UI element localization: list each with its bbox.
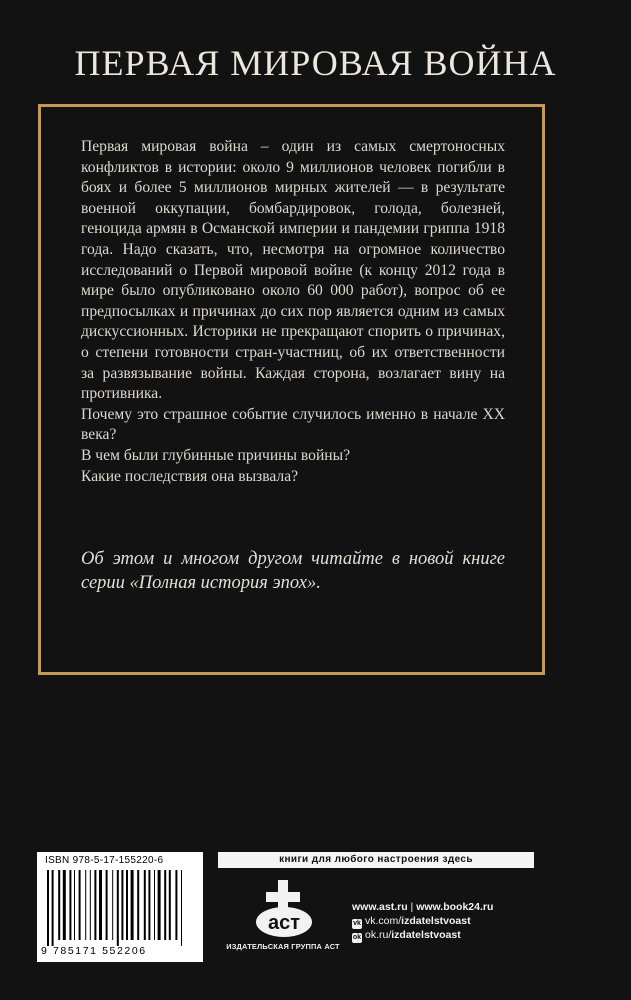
publisher-block — [218, 852, 558, 964]
barcode-bar — [181, 870, 182, 946]
barcode-bar — [131, 870, 134, 940]
barcode-bar — [158, 870, 161, 940]
text-frame — [38, 104, 545, 675]
ok-prefix: ok.ru/ — [365, 929, 392, 941]
isbn-label: ISBN 978-5-17-155220-6 — [45, 855, 164, 866]
barcode-bar — [90, 870, 91, 940]
link-separator: | — [407, 901, 417, 913]
annotation-paragraph: Почему это страшное событие случилось именно в начале XX века? — [81, 405, 505, 444]
vk-row — [352, 914, 493, 928]
barcode-box — [37, 852, 203, 962]
barcode-bar — [121, 870, 123, 940]
barcode-bar — [79, 870, 81, 940]
logo-text: аст — [267, 912, 301, 934]
barcode-bar — [112, 870, 113, 940]
publisher-links — [352, 900, 493, 942]
vk-icon: vk — [353, 920, 361, 927]
barcode-bar — [69, 870, 71, 940]
barcode-bar — [63, 870, 66, 940]
barcode-icon — [47, 870, 193, 946]
barcode-bar — [175, 870, 177, 940]
barcode-bar — [58, 870, 60, 940]
barcode-bar — [117, 870, 119, 946]
barcode-bar — [52, 870, 54, 946]
barcode-bar — [47, 870, 49, 946]
barcode-bar — [148, 870, 150, 940]
publisher-caption: ИЗДАТЕЛЬСКАЯ ГРУППА АСТ — [226, 942, 340, 951]
barcode-bar — [144, 870, 146, 940]
barcode-bar — [94, 870, 96, 940]
vk-link[interactable]: izdatelstvoast — [401, 915, 471, 927]
barcode-bar — [74, 870, 75, 940]
barcode-bar — [126, 870, 128, 940]
ast-logo-icon — [254, 874, 314, 938]
annotation-paragraph: Какие последствия она вызвала? — [81, 467, 299, 485]
website-book24-link[interactable]: www.book24.ru — [416, 901, 494, 913]
slogan-bar: книги для любого настроения здесь — [218, 852, 534, 868]
barcode-bar — [85, 870, 86, 940]
website-ast-link[interactable]: www.ast.ru — [352, 901, 408, 913]
barcode-bar — [137, 870, 139, 940]
barcode-bar — [99, 870, 102, 940]
barcode-bar — [169, 870, 171, 940]
websites-row — [352, 900, 493, 914]
vk-prefix: vk.com/ — [365, 915, 402, 927]
ok-icon: ok — [352, 934, 362, 941]
annotation-paragraph: В чем были глубинные причины войны? — [81, 446, 351, 464]
annotation-paragraph: Первая мировая война – один из самых смертоносных конфликтов в истории: около 9 миллионов человек погибли в боях и более 5 миллионов мирных жителей — в результате военной оккупации, бомбардировок, голода, болезней, геноцида армян в Османской империи и пандемии гриппа 1918 года. Надо сказать, что, несмотря на огромное количество исследований о Первой мировой войне (к концу 2012 года в мире было опубликовано около 60 000 работ), вопрос об ее предпосылках и причинах до сих пор является одним из самых дискуссионных. Историки не прекращают спорить о причинах, о степени готовности стран-участниц, об их ответственности за развязывание войны. Каждая сторона, возлагает вину на противника. — [81, 138, 505, 403]
annotation-text — [81, 137, 505, 487]
cover-title: ПЕРВАЯ МИРОВАЯ ВОЙНА — [74, 43, 557, 83]
barcode-bar — [154, 870, 155, 940]
barcode-bar — [106, 870, 108, 940]
ok-link[interactable]: izdatelstvoast — [391, 929, 461, 941]
promo-text: Об этом и многом другом читайте в новой книге серии «Полная история эпох». — [81, 549, 505, 593]
isbn-digits: 9 785171 552206 — [41, 945, 147, 957]
ok-row — [352, 928, 493, 942]
barcode-bar — [164, 870, 166, 940]
